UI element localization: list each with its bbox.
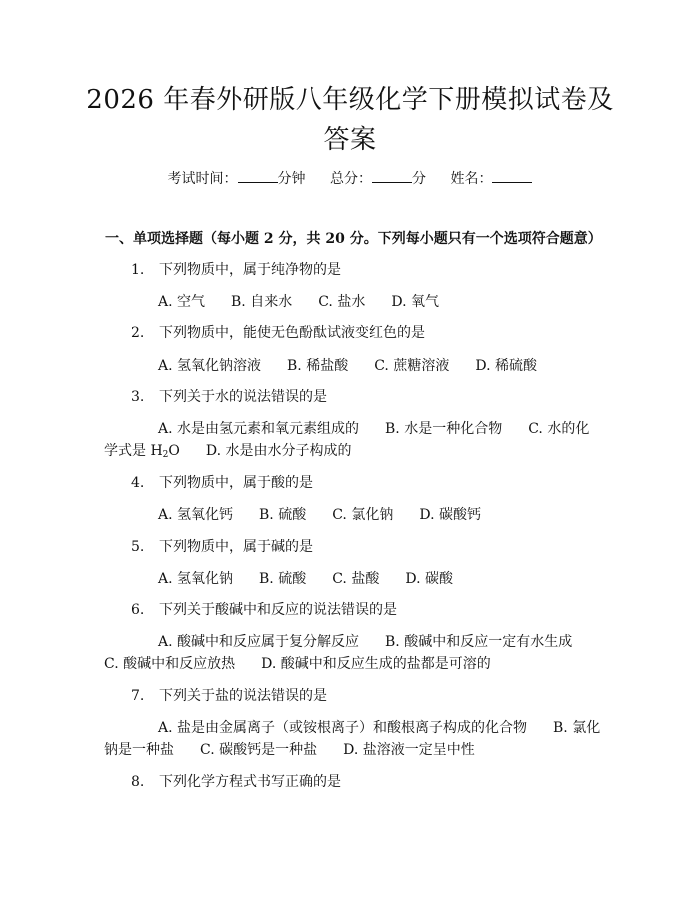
name-blank <box>492 168 532 183</box>
option-a: A. 氢氧化钙 <box>158 507 234 523</box>
option-b: B. 硫酸 <box>259 571 307 587</box>
option-a: A. 氢氧化钠溶液 <box>158 358 262 374</box>
question-stem: 下列化学方程式书写正确的是 <box>159 774 341 790</box>
option-a: A. 氢氧化钠 <box>158 571 234 587</box>
option-a: A. 酸碱中和反应属于复分解反应 <box>158 634 360 650</box>
option-d: D. 稀硫酸 <box>475 358 537 374</box>
option-c-part-1: C. 水的化 <box>528 421 590 437</box>
exam-title <box>60 80 640 160</box>
question-7-options <box>104 718 604 760</box>
title-line-2: 答案 <box>323 125 377 155</box>
option-d: D. 酸碱中和反应生成的盐都是可溶的 <box>261 656 491 672</box>
option-c: C. 蔗糖溶液 <box>374 358 450 374</box>
name-field <box>450 168 532 189</box>
question-4 <box>131 473 313 493</box>
time-blank <box>238 168 278 183</box>
option-row-1 <box>104 419 604 439</box>
question-stem: 下列关于盐的说法错误的是 <box>159 688 327 704</box>
question-stem: 下列物质中，属于纯净物的是 <box>159 262 341 278</box>
question-number: 1. <box>131 262 145 278</box>
option-row-2 <box>104 654 604 674</box>
question-stem: 下列关于水的说法错误的是 <box>159 389 327 405</box>
question-5 <box>131 537 313 557</box>
title-line-1: 2026 年春外研版八年级化学下册模拟试卷及 <box>86 85 614 115</box>
option-row-1 <box>104 718 604 738</box>
question-4-options <box>158 505 507 525</box>
option-b-part-2: 钠是一种盐 <box>104 742 174 758</box>
question-3 <box>131 387 327 407</box>
option-d: D. 碳酸钙 <box>419 507 481 523</box>
option-b: B. 水是一种化合物 <box>385 421 503 437</box>
question-stem: 下列物质中，属于碱的是 <box>159 539 313 555</box>
question-2-options <box>158 356 563 376</box>
option-a: A. 盐是由金属离子（或铵根离子）和酸根离子构成的化合物 <box>158 720 528 736</box>
question-number: 5. <box>131 539 145 555</box>
option-c: C. 氯化钠 <box>332 507 394 523</box>
option-d: D. 碳酸 <box>405 571 453 587</box>
question-number: 8. <box>131 774 145 790</box>
question-number: 3. <box>131 389 145 405</box>
question-2 <box>131 323 425 343</box>
option-c: C. 酸碱中和反应放热 <box>104 656 236 672</box>
question-number: 2. <box>131 325 145 341</box>
score-blank <box>372 168 412 183</box>
question-7 <box>131 686 327 706</box>
question-stem: 下列关于酸碱中和反应的说法错误的是 <box>159 602 397 618</box>
option-c: C. 碳酸钙是一种盐 <box>200 742 318 758</box>
time-unit: 分钟 <box>277 171 306 187</box>
option-a: A. 空气 <box>158 294 206 310</box>
score-field <box>330 168 426 189</box>
option-a: A. 水是由氢元素和氧元素组成的 <box>158 421 360 437</box>
section-1-title: 一、单项选择题（每小题 2 分，共 20 分。下列每小题只有一个选项符合题意） <box>105 231 602 247</box>
option-d: D. 氧气 <box>391 294 439 310</box>
option-row-2 <box>104 740 604 760</box>
option-c-part-2: 学式是 $H_2O$ <box>104 443 180 460</box>
option-row-1 <box>104 632 604 652</box>
option-b: B. 自来水 <box>231 294 293 310</box>
question-stem: 下列物质中，能使无色酚酞试液变红色的是 <box>159 325 425 341</box>
name-label: 姓名： <box>450 171 493 187</box>
question-6 <box>131 600 397 620</box>
option-row-2 <box>104 441 604 465</box>
question-5-options <box>158 569 479 589</box>
question-6-options <box>104 632 604 674</box>
score-label: 总分： <box>330 171 372 187</box>
option-b: B. 稀盐酸 <box>287 358 349 374</box>
question-1 <box>131 260 341 280</box>
time-field <box>168 168 306 189</box>
question-3-options <box>104 419 604 465</box>
option-d: D. 水是由水分子构成的 <box>205 443 352 459</box>
option-b-part-1: B. 氯化 <box>553 720 601 736</box>
exam-info-line <box>0 168 700 189</box>
question-8 <box>131 772 341 792</box>
question-1-options <box>158 292 465 312</box>
question-number: 7. <box>131 688 145 704</box>
option-d: D. 盐溶液一定呈中性 <box>343 742 475 758</box>
option-c: C. 盐水 <box>318 294 366 310</box>
question-stem: 下列物质中，属于酸的是 <box>159 475 313 491</box>
time-label: 考试时间： <box>167 171 238 187</box>
score-unit: 分 <box>412 171 426 187</box>
question-number: 6. <box>131 602 145 618</box>
option-c: C. 盐酸 <box>332 571 380 587</box>
option-b: B. 酸碱中和反应一定有水生成 <box>385 634 573 650</box>
option-b: B. 硫酸 <box>259 507 307 523</box>
question-number: 4. <box>131 475 145 491</box>
